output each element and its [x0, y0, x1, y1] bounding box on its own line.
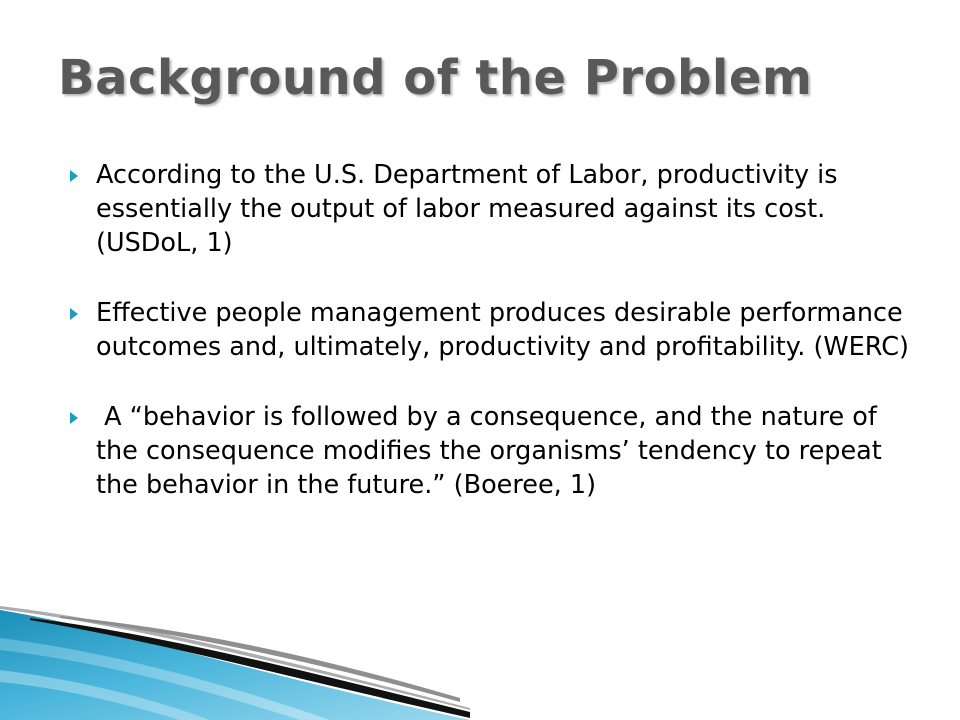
bullet-item	[60, 400, 920, 502]
slide-title: Background of the Problem	[58, 50, 813, 106]
bullet-arrow-icon	[70, 412, 78, 424]
bullet-text: Effective people management produces desirable performance outcomes and, ultimately, productivity and profitability. (WERC)	[96, 298, 909, 362]
bullet-text: According to the U.S. Department of Labor, productivity is essentially the output of labor measured against its cost. (USDoL, 1)	[96, 160, 838, 258]
bullet-arrow-icon	[70, 308, 78, 320]
bullet-item	[60, 158, 920, 260]
bullet-arrow-icon	[70, 170, 78, 182]
bullet-text: A “behavior is followed by a consequence, and the nature of the consequence modifies the organisms’ tendency to repeat the behavior in the future.” (Boeree, 1)	[96, 402, 890, 500]
bullet-item	[60, 296, 920, 364]
bullet-list	[60, 158, 920, 538]
decorative-swoosh-graphic	[0, 590, 470, 720]
